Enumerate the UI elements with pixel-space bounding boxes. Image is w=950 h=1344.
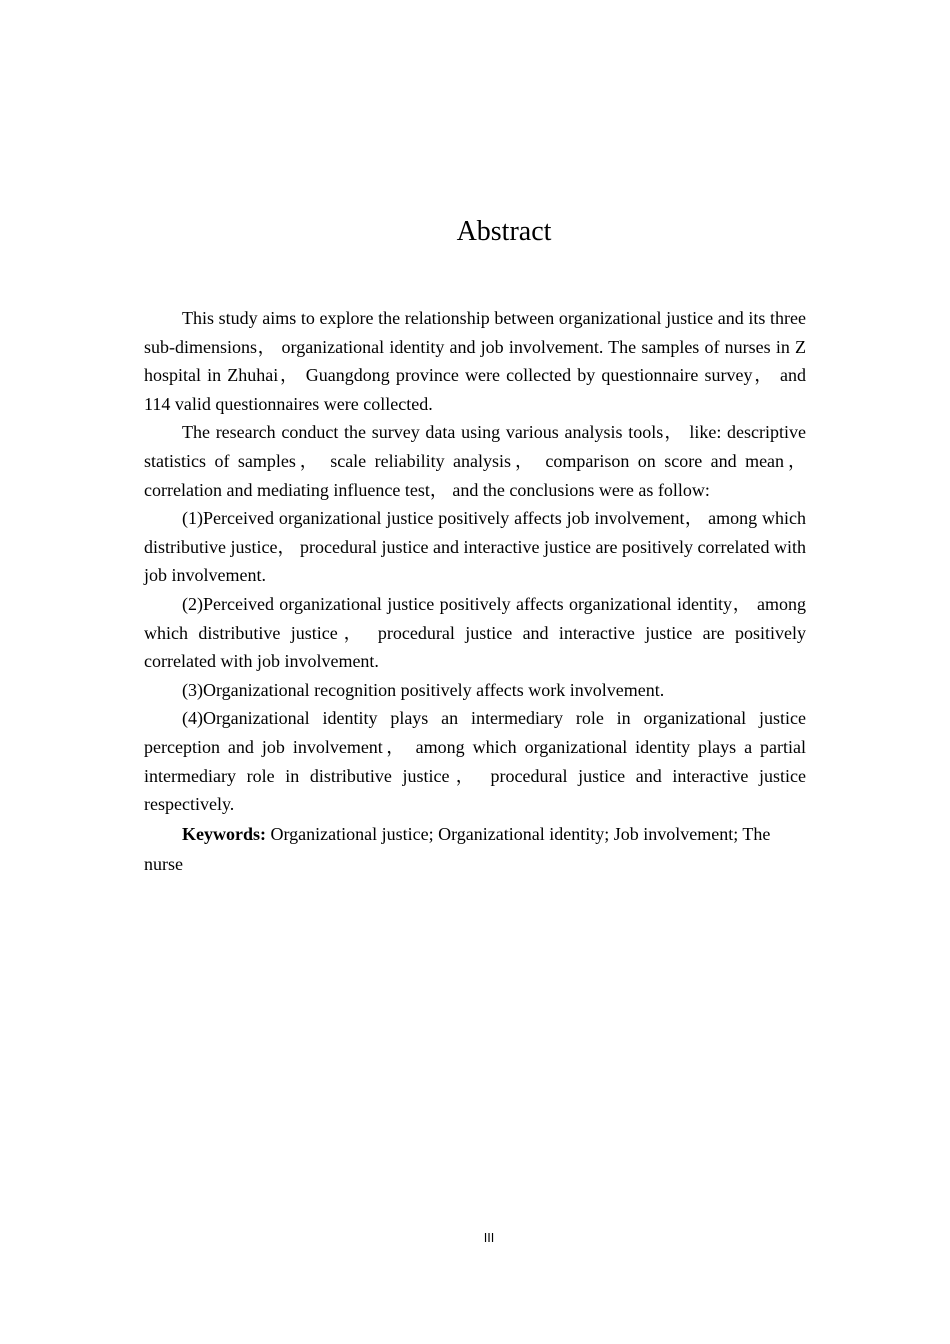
abstract-paragraph-intro: This study aims to explore the relationship between organizational justice and its three sub-dimensions， organizational identity and job involvement. The samples of nurses in Z hospital in Zhuhai， Guangdong province were collected by questionnaire survey， and 114 valid questionnaires were collected. bbox=[144, 308, 806, 414]
abstract-paragraph-methods: The research conduct the survey data using various analysis tools， like: descriptive statistics of samples， scale reliability analysis， comparison on score and mean， correlation and mediating influence test， and the conclusions were as follow: bbox=[144, 422, 806, 500]
conclusion-item-3: (3)Organizational recognition positively affects work involvement. bbox=[182, 679, 665, 700]
keywords-label: Keywords: bbox=[182, 823, 266, 844]
keywords-text: Organizational justice; Organizational identity; Job involvement; The nurse bbox=[144, 823, 771, 874]
conclusion-item-4: (4)Organizational identity plays an intermediary role in organizational justice perception and job involvement， among which organizational identity plays a partial intermediary role in distributive justice， procedural justice and interactive justice respectively. bbox=[144, 708, 806, 815]
conclusion-item-2: (2)Perceived organizational justice positively affects organizational identity， among which distributive justice， procedural justice and interactive justice are positively correlated with job involvement. bbox=[144, 593, 806, 672]
abstract-body bbox=[144, 304, 806, 879]
conclusion-item-1: (1)Perceived organizational justice positively affects job involvement， among which distributive justice， procedural justice and interactive justice are positively correlated with job involvement. bbox=[144, 508, 806, 586]
page-title: Abstract bbox=[456, 216, 552, 247]
page-number: III bbox=[483, 1231, 495, 1245]
keywords-line bbox=[144, 819, 806, 879]
